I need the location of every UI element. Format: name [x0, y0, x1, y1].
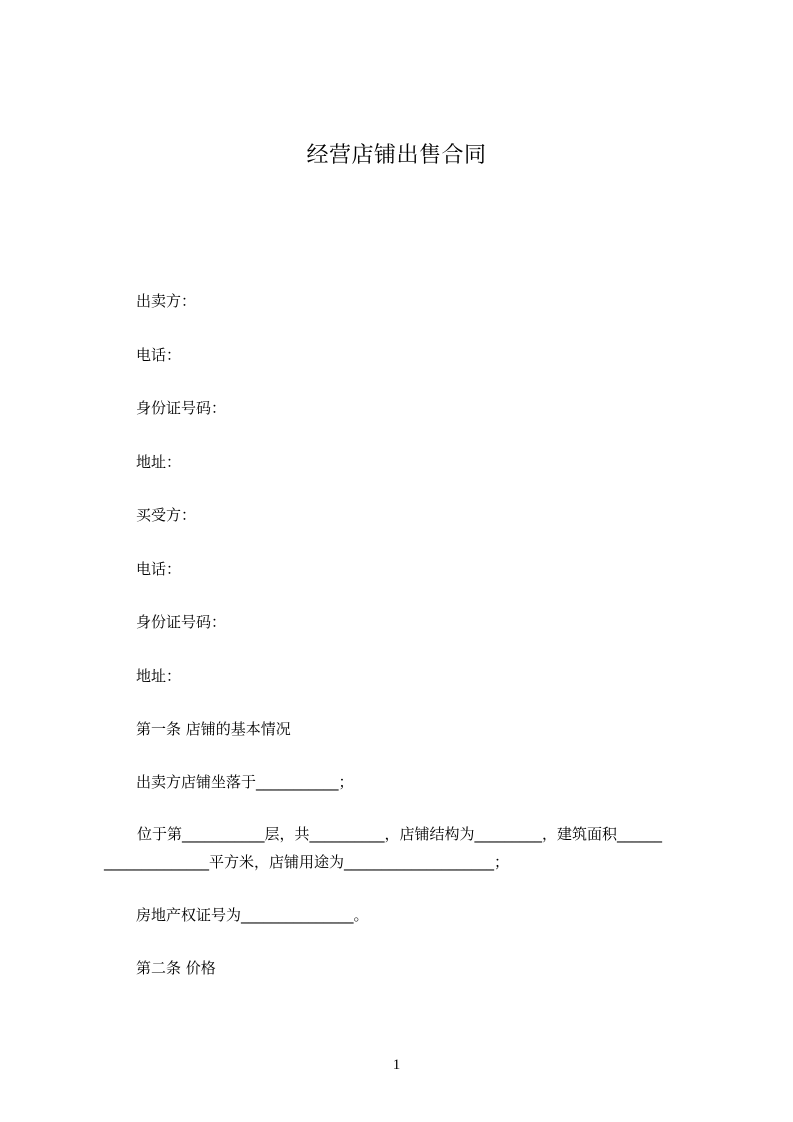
seller-id-label: 身份证号码： [136, 399, 227, 417]
property-certificate-line: 房地产权证号为_______________。 [136, 906, 369, 924]
article-2-heading: 第二条 价格 [136, 959, 216, 977]
seller-phone-label: 电话： [136, 346, 182, 364]
buyer-id-label: 身份证号码： [136, 613, 227, 631]
seller-address-label: 地址： [136, 453, 182, 471]
page-number: 1 [392, 1057, 401, 1073]
article-1-heading: 第一条 店铺的基本情况 [136, 720, 291, 738]
buyer-phone-label: 电话： [136, 560, 182, 578]
buyer-label: 买受方： [136, 506, 197, 524]
seller-label: 出卖方： [136, 292, 197, 310]
shop-location-line: 出卖方店铺坐落于___________； [136, 773, 354, 791]
buyer-address-label: 地址： [136, 667, 182, 685]
shop-details-line-2: ______________平方米，店铺用途为____________________； [104, 853, 510, 871]
document-title: 经营店铺出售合同 [306, 143, 487, 168]
shop-details-line-1: 位于第___________层，共__________，店铺结构为_________，建筑面积______ [137, 825, 663, 843]
